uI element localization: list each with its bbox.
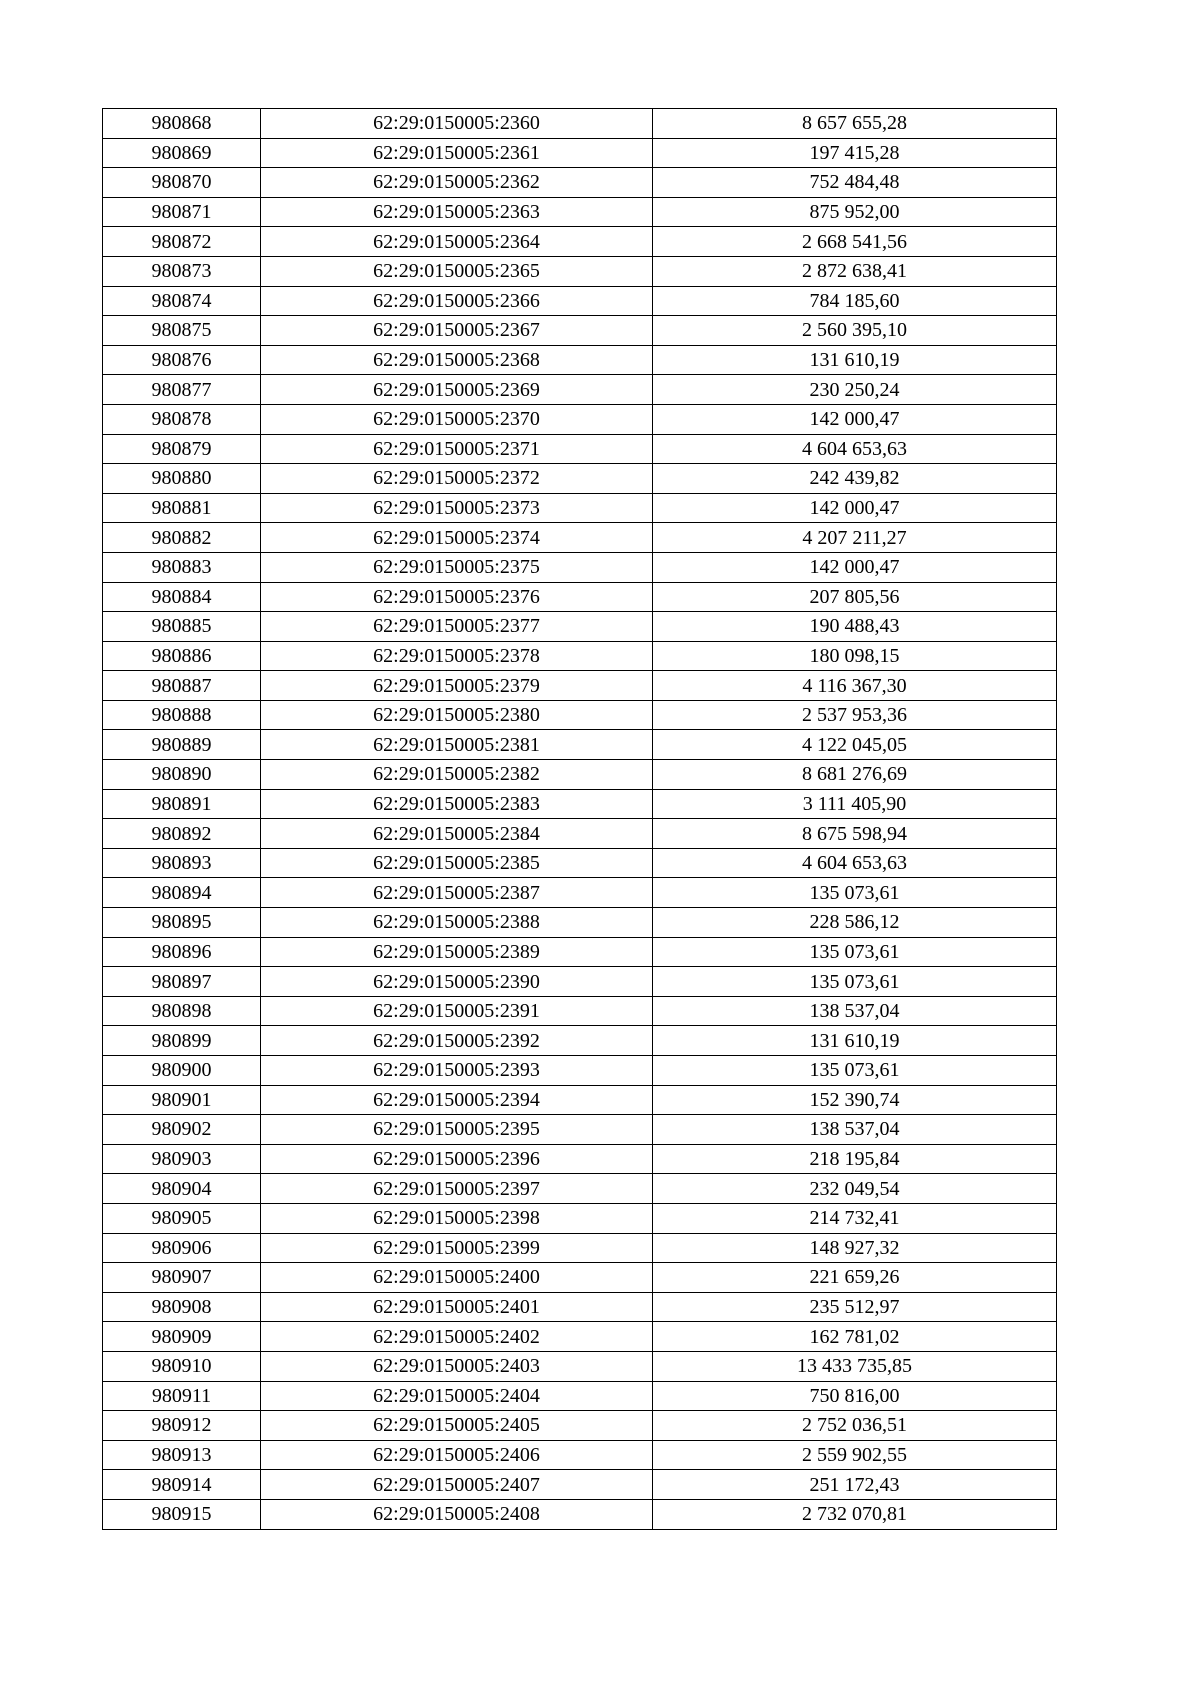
table-row xyxy=(103,641,1057,671)
value-cell: 875 952,00 xyxy=(653,197,1057,227)
row-number-cell: 980875 xyxy=(103,316,261,346)
row-number-cell: 980890 xyxy=(103,760,261,790)
table-row xyxy=(103,1351,1057,1381)
value-cell: 2 752 036,51 xyxy=(653,1411,1057,1441)
table-row xyxy=(103,1056,1057,1086)
table-row xyxy=(103,1322,1057,1352)
table-row xyxy=(103,523,1057,553)
table-row xyxy=(103,256,1057,286)
row-number-cell: 980899 xyxy=(103,1026,261,1056)
value-cell: 221 659,26 xyxy=(653,1263,1057,1293)
table-row xyxy=(103,1470,1057,1500)
table-body xyxy=(103,109,1057,1530)
row-number-cell: 980868 xyxy=(103,109,261,139)
cadastral-number-cell: 62:29:0150005:2373 xyxy=(261,493,653,523)
row-number-cell: 980891 xyxy=(103,789,261,819)
cadastral-number-cell: 62:29:0150005:2398 xyxy=(261,1203,653,1233)
table-row xyxy=(103,227,1057,257)
cadastral-number-cell: 62:29:0150005:2362 xyxy=(261,168,653,198)
row-number-cell: 980870 xyxy=(103,168,261,198)
row-number-cell: 980882 xyxy=(103,523,261,553)
value-cell: 162 781,02 xyxy=(653,1322,1057,1352)
table-row xyxy=(103,316,1057,346)
cadastral-number-cell: 62:29:0150005:2384 xyxy=(261,819,653,849)
cadastral-number-cell: 62:29:0150005:2396 xyxy=(261,1144,653,1174)
table-row xyxy=(103,1026,1057,1056)
cadastral-number-cell: 62:29:0150005:2389 xyxy=(261,937,653,967)
row-number-cell: 980880 xyxy=(103,464,261,494)
table-row xyxy=(103,1233,1057,1263)
row-number-cell: 980905 xyxy=(103,1203,261,1233)
value-cell: 2 560 395,10 xyxy=(653,316,1057,346)
cadastral-number-cell: 62:29:0150005:2368 xyxy=(261,345,653,375)
table-row xyxy=(103,700,1057,730)
table-row xyxy=(103,730,1057,760)
value-cell: 13 433 735,85 xyxy=(653,1351,1057,1381)
row-number-cell: 980872 xyxy=(103,227,261,257)
value-cell: 251 172,43 xyxy=(653,1470,1057,1500)
value-cell: 4 207 211,27 xyxy=(653,523,1057,553)
value-cell: 207 805,56 xyxy=(653,582,1057,612)
row-number-cell: 980898 xyxy=(103,996,261,1026)
value-cell: 2 537 953,36 xyxy=(653,700,1057,730)
row-number-cell: 980881 xyxy=(103,493,261,523)
value-cell: 750 816,00 xyxy=(653,1381,1057,1411)
table-row xyxy=(103,404,1057,434)
table-row xyxy=(103,345,1057,375)
table-row xyxy=(103,434,1057,464)
table-row xyxy=(103,1115,1057,1145)
row-number-cell: 980873 xyxy=(103,256,261,286)
value-cell: 135 073,61 xyxy=(653,937,1057,967)
cadastral-number-cell: 62:29:0150005:2378 xyxy=(261,641,653,671)
table-row xyxy=(103,937,1057,967)
table-row xyxy=(103,1411,1057,1441)
cadastral-number-cell: 62:29:0150005:2391 xyxy=(261,996,653,1026)
value-cell: 138 537,04 xyxy=(653,996,1057,1026)
cadastral-number-cell: 62:29:0150005:2372 xyxy=(261,464,653,494)
value-cell: 4 116 367,30 xyxy=(653,671,1057,701)
table-row xyxy=(103,789,1057,819)
value-cell: 142 000,47 xyxy=(653,404,1057,434)
value-cell: 131 610,19 xyxy=(653,345,1057,375)
row-number-cell: 980908 xyxy=(103,1292,261,1322)
table-row xyxy=(103,967,1057,997)
table-row xyxy=(103,109,1057,139)
cadastral-number-cell: 62:29:0150005:2367 xyxy=(261,316,653,346)
cadastral-number-cell: 62:29:0150005:2383 xyxy=(261,789,653,819)
row-number-cell: 980894 xyxy=(103,878,261,908)
row-number-cell: 980915 xyxy=(103,1499,261,1529)
row-number-cell: 980900 xyxy=(103,1056,261,1086)
table-row xyxy=(103,996,1057,1026)
value-cell: 2 872 638,41 xyxy=(653,256,1057,286)
value-cell: 218 195,84 xyxy=(653,1144,1057,1174)
row-number-cell: 980879 xyxy=(103,434,261,464)
cadastral-number-cell: 62:29:0150005:2388 xyxy=(261,908,653,938)
table-row xyxy=(103,760,1057,790)
table-row xyxy=(103,286,1057,316)
cadastral-number-cell: 62:29:0150005:2377 xyxy=(261,612,653,642)
table-row xyxy=(103,1381,1057,1411)
cadastral-number-cell: 62:29:0150005:2364 xyxy=(261,227,653,257)
value-cell: 135 073,61 xyxy=(653,878,1057,908)
row-number-cell: 980885 xyxy=(103,612,261,642)
table-row xyxy=(103,671,1057,701)
value-cell: 152 390,74 xyxy=(653,1085,1057,1115)
table-row xyxy=(103,848,1057,878)
cadastral-number-cell: 62:29:0150005:2402 xyxy=(261,1322,653,1352)
cadastral-number-cell: 62:29:0150005:2393 xyxy=(261,1056,653,1086)
row-number-cell: 980897 xyxy=(103,967,261,997)
cadastral-number-cell: 62:29:0150005:2376 xyxy=(261,582,653,612)
cadastral-number-cell: 62:29:0150005:2366 xyxy=(261,286,653,316)
cadastral-number-cell: 62:29:0150005:2371 xyxy=(261,434,653,464)
table-row xyxy=(103,552,1057,582)
table-row xyxy=(103,1085,1057,1115)
cadastral-number-cell: 62:29:0150005:2387 xyxy=(261,878,653,908)
value-cell: 131 610,19 xyxy=(653,1026,1057,1056)
value-cell: 230 250,24 xyxy=(653,375,1057,405)
value-cell: 8 657 655,28 xyxy=(653,109,1057,139)
row-number-cell: 980883 xyxy=(103,552,261,582)
table-row xyxy=(103,168,1057,198)
value-cell: 752 484,48 xyxy=(653,168,1057,198)
cadastral-number-cell: 62:29:0150005:2404 xyxy=(261,1381,653,1411)
table-row xyxy=(103,1440,1057,1470)
value-cell: 148 927,32 xyxy=(653,1233,1057,1263)
row-number-cell: 980901 xyxy=(103,1085,261,1115)
row-number-cell: 980904 xyxy=(103,1174,261,1204)
cadastral-number-cell: 62:29:0150005:2406 xyxy=(261,1440,653,1470)
cadastral-number-cell: 62:29:0150005:2390 xyxy=(261,967,653,997)
cadastral-number-cell: 62:29:0150005:2380 xyxy=(261,700,653,730)
row-number-cell: 980874 xyxy=(103,286,261,316)
table-row xyxy=(103,197,1057,227)
value-cell: 242 439,82 xyxy=(653,464,1057,494)
row-number-cell: 980903 xyxy=(103,1144,261,1174)
table-row xyxy=(103,1174,1057,1204)
row-number-cell: 980902 xyxy=(103,1115,261,1145)
value-cell: 214 732,41 xyxy=(653,1203,1057,1233)
value-cell: 2 559 902,55 xyxy=(653,1440,1057,1470)
value-cell: 228 586,12 xyxy=(653,908,1057,938)
row-number-cell: 980909 xyxy=(103,1322,261,1352)
cadastral-number-cell: 62:29:0150005:2385 xyxy=(261,848,653,878)
data-table xyxy=(102,108,1057,1530)
value-cell: 197 415,28 xyxy=(653,138,1057,168)
row-number-cell: 980912 xyxy=(103,1411,261,1441)
value-cell: 4 604 653,63 xyxy=(653,434,1057,464)
cadastral-number-cell: 62:29:0150005:2370 xyxy=(261,404,653,434)
cadastral-number-cell: 62:29:0150005:2365 xyxy=(261,256,653,286)
cadastral-number-cell: 62:29:0150005:2379 xyxy=(261,671,653,701)
value-cell: 8 681 276,69 xyxy=(653,760,1057,790)
cadastral-number-cell: 62:29:0150005:2403 xyxy=(261,1351,653,1381)
row-number-cell: 980911 xyxy=(103,1381,261,1411)
cadastral-number-cell: 62:29:0150005:2399 xyxy=(261,1233,653,1263)
row-number-cell: 980892 xyxy=(103,819,261,849)
table-row xyxy=(103,878,1057,908)
value-cell: 135 073,61 xyxy=(653,1056,1057,1086)
cadastral-number-cell: 62:29:0150005:2361 xyxy=(261,138,653,168)
table-row xyxy=(103,493,1057,523)
table-row xyxy=(103,1292,1057,1322)
row-number-cell: 980871 xyxy=(103,197,261,227)
table-row xyxy=(103,375,1057,405)
value-cell: 190 488,43 xyxy=(653,612,1057,642)
value-cell: 784 185,60 xyxy=(653,286,1057,316)
value-cell: 180 098,15 xyxy=(653,641,1057,671)
table-row xyxy=(103,138,1057,168)
value-cell: 235 512,97 xyxy=(653,1292,1057,1322)
row-number-cell: 980884 xyxy=(103,582,261,612)
row-number-cell: 980878 xyxy=(103,404,261,434)
cadastral-number-cell: 62:29:0150005:2401 xyxy=(261,1292,653,1322)
value-cell: 2 668 541,56 xyxy=(653,227,1057,257)
cadastral-number-cell: 62:29:0150005:2363 xyxy=(261,197,653,227)
cadastral-number-cell: 62:29:0150005:2369 xyxy=(261,375,653,405)
value-cell: 232 049,54 xyxy=(653,1174,1057,1204)
row-number-cell: 980889 xyxy=(103,730,261,760)
cadastral-number-cell: 62:29:0150005:2405 xyxy=(261,1411,653,1441)
cadastral-number-cell: 62:29:0150005:2408 xyxy=(261,1499,653,1529)
cadastral-number-cell: 62:29:0150005:2360 xyxy=(261,109,653,139)
row-number-cell: 980886 xyxy=(103,641,261,671)
row-number-cell: 980910 xyxy=(103,1351,261,1381)
value-cell: 142 000,47 xyxy=(653,552,1057,582)
value-cell: 4 604 653,63 xyxy=(653,848,1057,878)
value-cell: 8 675 598,94 xyxy=(653,819,1057,849)
table-row xyxy=(103,582,1057,612)
row-number-cell: 980869 xyxy=(103,138,261,168)
value-cell: 135 073,61 xyxy=(653,967,1057,997)
value-cell: 138 537,04 xyxy=(653,1115,1057,1145)
row-number-cell: 980895 xyxy=(103,908,261,938)
row-number-cell: 980876 xyxy=(103,345,261,375)
row-number-cell: 980887 xyxy=(103,671,261,701)
cadastral-number-cell: 62:29:0150005:2400 xyxy=(261,1263,653,1293)
table-row xyxy=(103,1203,1057,1233)
table-row xyxy=(103,1499,1057,1529)
row-number-cell: 980914 xyxy=(103,1470,261,1500)
cadastral-number-cell: 62:29:0150005:2397 xyxy=(261,1174,653,1204)
cadastral-number-cell: 62:29:0150005:2392 xyxy=(261,1026,653,1056)
cadastral-number-cell: 62:29:0150005:2375 xyxy=(261,552,653,582)
table-row xyxy=(103,819,1057,849)
row-number-cell: 980877 xyxy=(103,375,261,405)
row-number-cell: 980896 xyxy=(103,937,261,967)
table-row xyxy=(103,1144,1057,1174)
cadastral-number-cell: 62:29:0150005:2382 xyxy=(261,760,653,790)
row-number-cell: 980907 xyxy=(103,1263,261,1293)
cadastral-number-cell: 62:29:0150005:2407 xyxy=(261,1470,653,1500)
table-row xyxy=(103,908,1057,938)
row-number-cell: 980913 xyxy=(103,1440,261,1470)
cadastral-number-cell: 62:29:0150005:2395 xyxy=(261,1115,653,1145)
value-cell: 4 122 045,05 xyxy=(653,730,1057,760)
table-row xyxy=(103,1263,1057,1293)
cadastral-number-cell: 62:29:0150005:2374 xyxy=(261,523,653,553)
row-number-cell: 980906 xyxy=(103,1233,261,1263)
cadastral-number-cell: 62:29:0150005:2381 xyxy=(261,730,653,760)
row-number-cell: 980893 xyxy=(103,848,261,878)
value-cell: 3 111 405,90 xyxy=(653,789,1057,819)
table-row xyxy=(103,464,1057,494)
cadastral-number-cell: 62:29:0150005:2394 xyxy=(261,1085,653,1115)
value-cell: 2 732 070,81 xyxy=(653,1499,1057,1529)
table-row xyxy=(103,612,1057,642)
row-number-cell: 980888 xyxy=(103,700,261,730)
value-cell: 142 000,47 xyxy=(653,493,1057,523)
